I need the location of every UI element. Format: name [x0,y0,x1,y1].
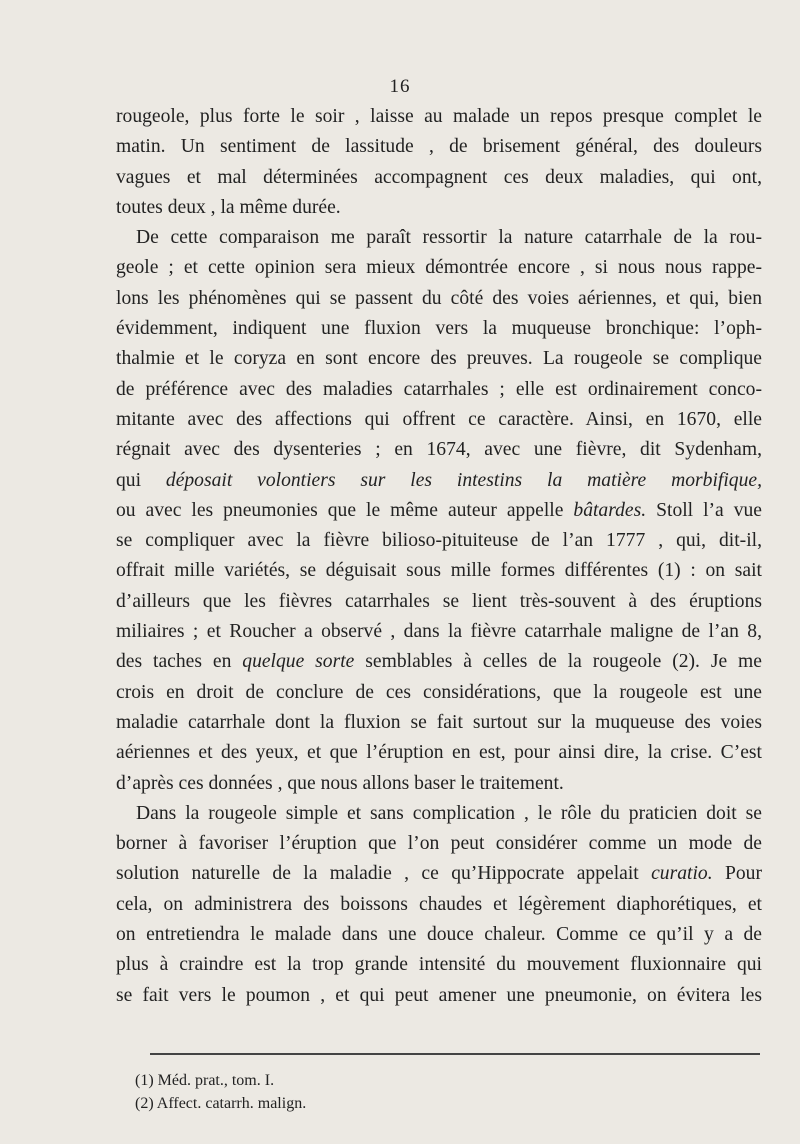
footnote: (2) Affect. catarrh. malign. [135,1095,307,1112]
line-text [116,500,762,521]
line-text: régnait avec des dysenteries ; en 1674, avec une fièvre, dit Sydenham, [116,439,762,461]
text-line [116,829,762,859]
line-segment: Stoll l’a vue [646,499,762,521]
text-line [116,981,762,1011]
line-segment: ou avec les pneumonies que le même auteur appelle [116,499,574,521]
line-text: borner à favoriser l’éruption que l’on peut considérer comme un mode de [116,833,762,855]
line-text: d’ailleurs que les fièvres catarrhales se lient très-souvent à des éruptions [116,590,762,612]
text-line [116,890,762,920]
text-line [116,859,762,889]
text-line [116,314,762,344]
line-text [116,651,762,672]
italic-phrase: curatio. [651,863,713,885]
text-line [116,799,762,829]
line-segment: des taches en [116,651,243,673]
line-text: on entretiendra le malade dans une douce chaleur. Comme ce qu’il y a de [116,924,762,946]
line-text [116,863,762,884]
text-line [116,163,762,193]
line-text: miliaires ; et Roucher a observé , dans la fièvre catarrhale maligne de l’an 8, [116,621,762,643]
text-line [116,678,762,708]
line-text: geole ; et cette opinion sera mieux démontrée encore , si nous nous rappe- [116,257,762,279]
text-line [116,193,762,223]
text-line [116,466,762,496]
line-text: évidemment, indiquent une fluxion vers la muqueuse bronchique: l’oph- [116,318,762,340]
line-text: se compliquer avec la fièvre bilioso-pituiteuse de l’an 1777 , qui, dit-il, [116,530,762,552]
text-line [116,102,762,132]
footnote: (1) Méd. prat., tom. I. [135,1072,275,1089]
line-text: aériennes et des yeux, et que l’éruption en est, pour ainsi dire, la crise. C’est [116,742,762,764]
italic-phrase: bâtardes. [573,499,647,521]
text-line [116,223,762,253]
line-text: plus à craindre est la trop grande intensité du mouvement fluxionnaire qui [116,954,762,976]
text-line [116,738,762,768]
line-text: vagues et mal déterminées accompagnent ces deux maladies, qui ont, [116,166,762,188]
line-text: lons les phénomènes qui se passent du côté des voies aériennes, et qui, bien [116,287,762,309]
line-text: rougeole, plus forte le soir , laisse au malade un repos presque complet le [116,106,762,127]
text-line [116,769,762,799]
italic-phrase: déposait volontiers sur les intestins la matière morbifique, [165,469,762,491]
footnotes [135,1069,306,1115]
text-line [116,587,762,617]
text-line [116,284,762,314]
line-text: toutes deux , la même durée. [116,196,341,218]
text-line [116,405,762,435]
line-text: d’après ces données , que nous allons baser le traitement. [116,772,564,794]
text-line [116,435,762,465]
line-text: maladie catarrhale dont la fluxion se fait surtout sur la muqueuse des voies [116,711,762,733]
text-line [116,344,762,374]
body-text [116,102,762,1011]
line-segment: Pour [712,863,762,885]
text-line [116,950,762,980]
text-line [116,617,762,647]
line-text: offrait mille variétés, se déguisait sous mille formes différentes (1) : on sait [116,560,762,582]
text-line [116,920,762,950]
line-text: se fait vers le poumon , et qui peut amener une pneumonie, on évitera les [116,984,762,1006]
text-line [116,253,762,283]
text-line [116,526,762,556]
line-text: De cette comparaison me paraît ressortir la nature catarrhale de la rou- [136,227,762,249]
line-text: matin. Un sentiment de lassitude , de brisement général, des douleurs [116,136,762,158]
text-line [116,647,762,677]
text-line [116,375,762,405]
text-line [116,132,762,162]
line-text: mitante avec des affections qui offrent ce caractère. Ainsi, en 1670, elle [116,408,762,430]
line-text: cela, on administrera des boissons chaudes et légèrement diaphorétiques, et [116,893,762,915]
text-line [116,556,762,586]
line-segment: solution naturelle de la maladie , ce qu’Hippocrate appelait [116,863,652,885]
line-segment: qui [116,469,166,491]
italic-phrase: quelque sorte [242,651,355,673]
line-text: Dans la rougeole simple et sans complication , le rôle du praticien doit se [136,802,762,824]
page-number: 16 [389,76,411,97]
line-text: thalmie et le coryza en sont encore des preuves. La rougeole se complique [116,348,762,370]
line-text [116,470,762,491]
line-text: de préférence avec des maladies catarrhales ; elle est ordinairement conco- [116,378,762,400]
footnote-divider [150,1053,760,1055]
text-line [116,708,762,738]
line-segment: semblables à celles de la rougeole (2). Je me [354,651,762,673]
line-text: crois en droit de conclure de ces considérations, que la rougeole est une [116,681,762,703]
text-line [116,496,762,526]
